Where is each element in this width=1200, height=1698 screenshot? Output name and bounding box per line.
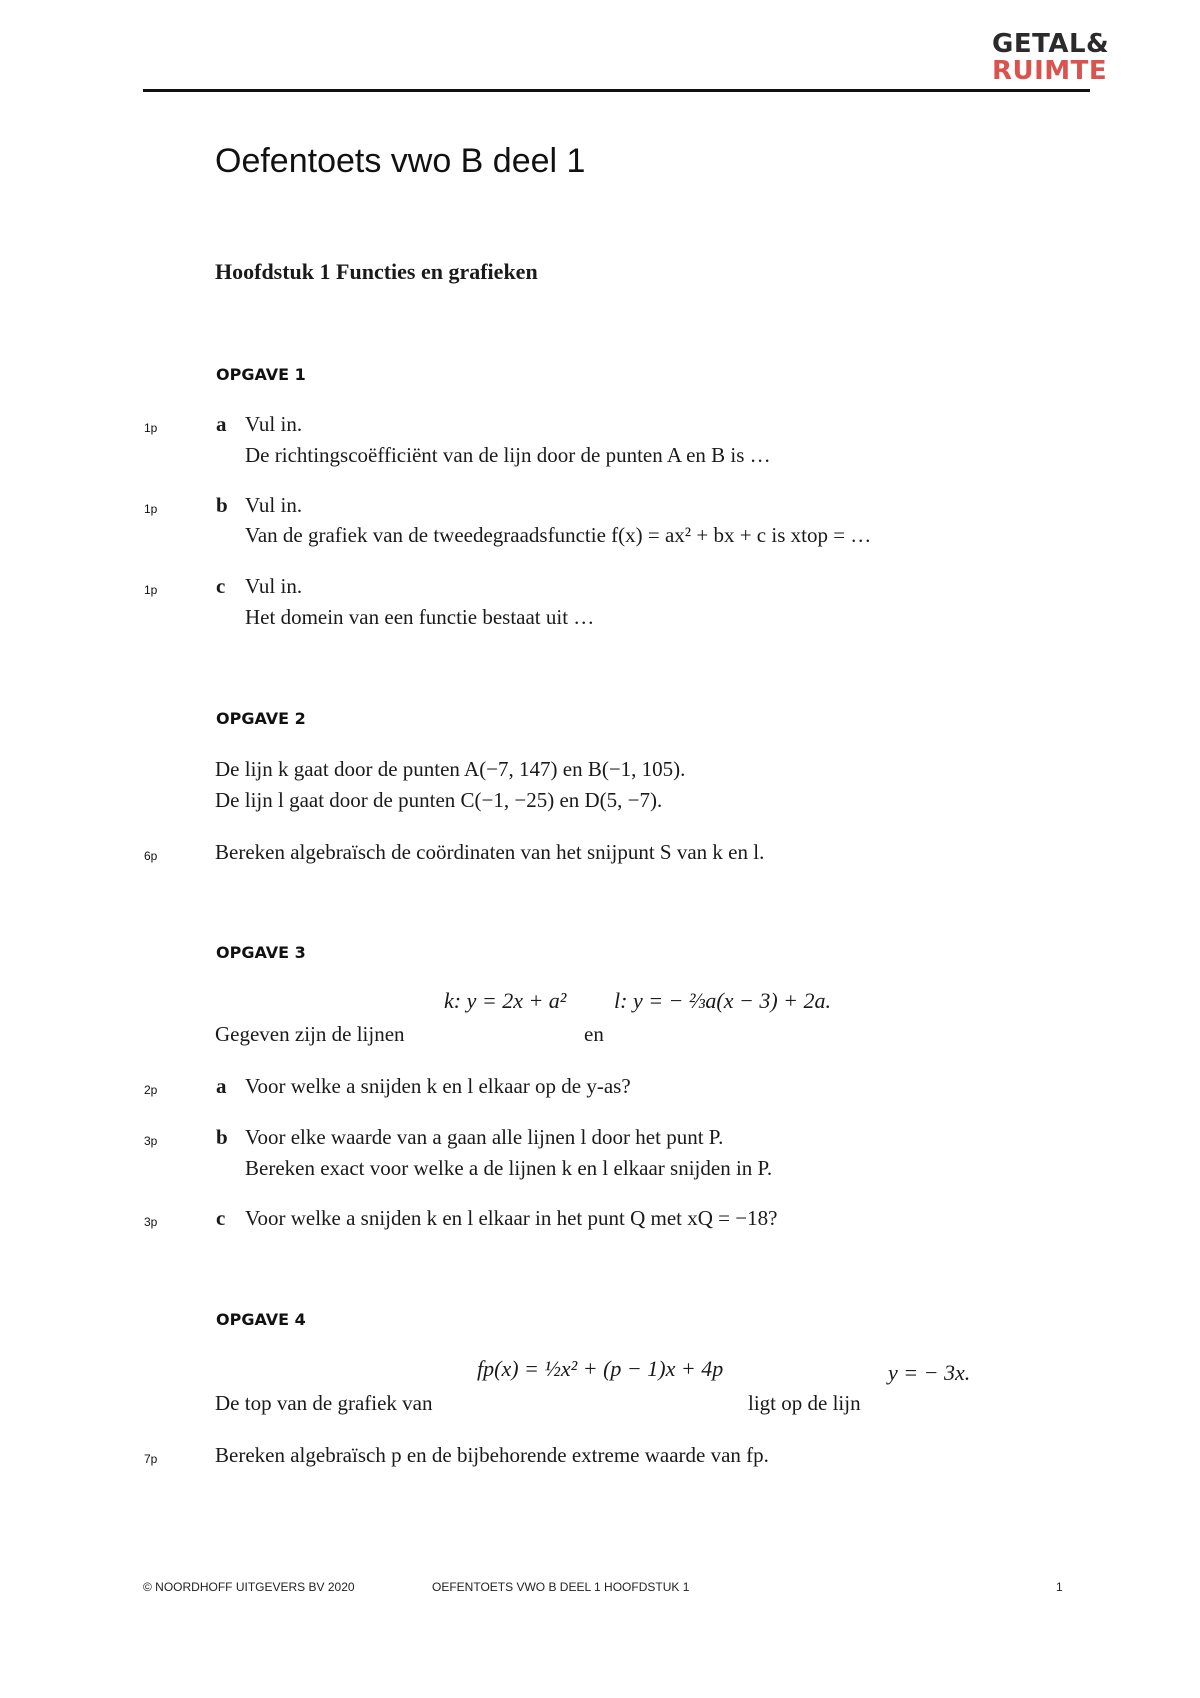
question-3b-line1: Voor elke waarde van a gaan alle lijnen l door het punt P. (245, 1125, 724, 1149)
question-3a: Voor welke a snijden k en l elkaar op de y-as? (245, 1074, 631, 1098)
question-letter-3b: b (216, 1125, 228, 1149)
question-letter-3a: a (216, 1074, 227, 1098)
points-1b: 1p (144, 502, 158, 516)
formula-line-k: k: y = 2x + a² (444, 988, 567, 1013)
opgave-2-intro-line2: De lijn l gaat door de punten C(−1, −25) en D(5, −7). (215, 788, 663, 812)
logo-line-2: RUIMTE (992, 56, 1108, 86)
question-1a-line1: Vul in. (245, 412, 303, 436)
question-3b-line2: Bereken exact voor welke a de lijnen k en l elkaar snijden in P. (245, 1156, 773, 1180)
points-3b: 3p (144, 1134, 158, 1148)
question-1b-line2: Van de grafiek van de tweedegraadsfunctie f(x) = ax² + bx + c is xtop = … (245, 523, 872, 547)
opgave-4-intro-mid: ligt op de lijn (748, 1391, 861, 1415)
header-rule (143, 89, 1090, 92)
question-3c: Voor welke a snijden k en l elkaar in het punt Q met xQ = −18? (245, 1206, 778, 1230)
footer-page-number: 1 (1056, 1580, 1063, 1594)
opgave-3-heading: OPGAVE 3 (216, 943, 306, 962)
question-1c-line2: Het domein van een functie bestaat uit … (245, 605, 595, 629)
opgave-4-heading: OPGAVE 4 (216, 1310, 306, 1329)
opgave-3-intro: Gegeven zijn de lijnen (215, 1022, 405, 1046)
question-letter-1c: c (216, 574, 226, 598)
footer-copyright: © NOORDHOFF UITGEVERS BV 2020 (143, 1580, 355, 1594)
points-3c: 3p (144, 1215, 158, 1229)
points-4: 7p (144, 1452, 158, 1466)
points-2: 6p (144, 849, 158, 863)
opgave-2-intro-line1: De lijn k gaat door de punten A(−7, 147) en B(−1, 105). (215, 757, 686, 781)
question-2: Bereken algebraïsch de coördinaten van het snijpunt S van k en l. (215, 840, 765, 864)
formula-line-y: y = − 3x. (888, 1360, 971, 1385)
question-1c-line1: Vul in. (245, 574, 303, 598)
opgave-2-heading: OPGAVE 2 (216, 709, 306, 728)
formula-fp: fp(x) = ½x² + (p − 1)x + 4p (477, 1356, 724, 1381)
opgave-1-heading: OPGAVE 1 (216, 365, 306, 384)
formula-line-l: l: y = − ⅔a(x − 3) + 2a. (614, 988, 832, 1013)
question-letter-3c: c (216, 1206, 226, 1230)
points-1c: 1p (144, 583, 158, 597)
chapter-heading: Hoofdstuk 1 Functies en grafieken (215, 259, 538, 284)
getal-ruimte-logo (992, 30, 1112, 84)
question-1b-line1: Vul in. (245, 493, 303, 517)
opgave-4-intro: De top van de grafiek van (215, 1391, 433, 1415)
logo-line-1: GETAL& (992, 29, 1110, 59)
page-title: Oefentoets vwo B deel 1 (215, 142, 586, 180)
question-letter-1b: b (216, 493, 228, 517)
question-4: Bereken algebraïsch p en de bijbehorende extreme waarde van fp. (215, 1443, 769, 1467)
footer-document: OEFENTOETS VWO B DEEL 1 HOOFDSTUK 1 (432, 1580, 690, 1594)
points-3a: 2p (144, 1083, 158, 1097)
opgave-3-intro-and: en (584, 1022, 604, 1046)
question-letter-1a: a (216, 412, 227, 436)
question-1a-line2: De richtingscoëfficiënt van de lijn door de punten A en B is … (245, 443, 771, 467)
points-1a: 1p (144, 421, 158, 435)
